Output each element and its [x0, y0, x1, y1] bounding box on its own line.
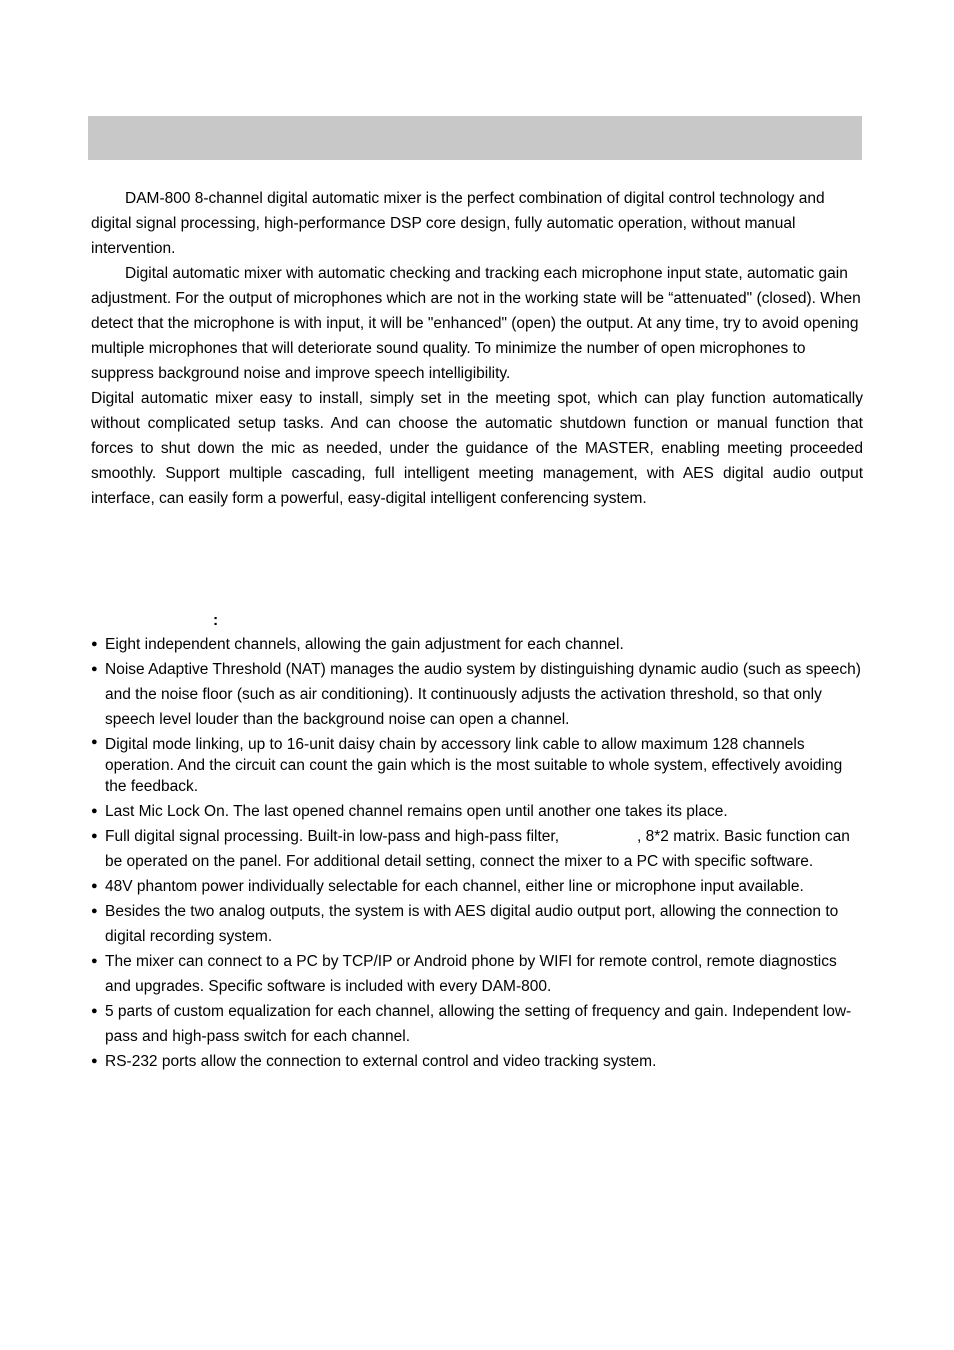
bullet-icon: ● — [91, 955, 98, 967]
bullet-icon: ● — [91, 805, 98, 817]
bullet-icon: ● — [91, 1055, 98, 1067]
intro-paragraph-3: Digital automatic mixer easy to install, simply set in the meeting spot, which can play function automatically without complicated setup tasks. And can choose the automatic shutdown function or manual function that forces to shut down the mic as needed, under the guidance of the MASTER, enabling meeting proceeded smoothly. Support multiple cascading, full intelligent meeting management, with AES digital audio output interface, can easily form a powerful, easy-digital intelligent conferencing system. — [91, 390, 863, 507]
section-header-bar — [88, 116, 862, 160]
feature-item: ● Full digital signal processing. Built-in low-pass and high-pass filter, , 8*2 matrix. Basic function can be operated on the panel. For additional detail setting, connect the mixer to a PC with specific software. — [91, 824, 865, 874]
bullet-icon: ● — [91, 880, 98, 892]
feature-item: ● The mixer can connect to a PC by TCP/IP or Android phone by WIFI for remote control, remote diagnostics and upgrades. Specific software is included with every DAM-800. — [91, 949, 865, 999]
features-list — [91, 632, 865, 1074]
feature-item: ● 5 parts of custom equalization for each channel, allowing the setting of frequency and gain. Independent low-pass and high-pass switch for each channel. — [91, 999, 865, 1049]
feature-item: ● 48V phantom power individually selectable for each channel, either line or microphone input available. — [91, 874, 865, 899]
bullet-icon: ● — [91, 663, 98, 675]
bullet-icon: ● — [91, 905, 98, 917]
features-section — [91, 632, 865, 1074]
feature-item: ● RS-232 ports allow the connection to external control and video tracking system. — [91, 1049, 865, 1074]
intro-section — [91, 186, 863, 511]
bullet-icon: ● — [91, 736, 98, 748]
intro-paragraph-2: Digital automatic mixer with automatic checking and tracking each microphone input state, automatic gain adjustment. For the output of microphones which are not in the working state will be “attenuated" (closed). When detect that the microphone is with input, it will be "enhanced" (open) the output. At any time, try to avoid opening multiple microphones that will deteriorate sound quality. To minimize the number of open microphones to suppress background noise and improve speech intelligibility. — [91, 265, 861, 382]
bullet-icon: ● — [91, 830, 98, 842]
feature-item: ● Last Mic Lock On. The last opened channel remains open until another one takes its place. — [91, 799, 865, 824]
feature-item: ● Eight independent channels, allowing the gain adjustment for each channel. — [91, 632, 865, 657]
bullet-icon: ● — [91, 638, 98, 650]
intro-paragraph-1: DAM-800 8-channel digital automatic mixer is the perfect combination of digital control technology and digital signal processing, high-performance DSP core design, fully automatic operation, without manual intervention. — [91, 190, 825, 257]
feature-item: ● Besides the two analog outputs, the system is with AES digital audio output port, allowing the connection to digital recording system. — [91, 899, 865, 949]
features-heading-colon: : — [213, 612, 219, 629]
bullet-icon: ● — [91, 1005, 98, 1017]
feature-item: ● Digital mode linking, up to 16-unit daisy chain by accessory link cable to allow maximum 128 channels operation. And the circuit can count the gain which is the most suitable to whole system, effectively avoiding the feedback. — [91, 732, 865, 799]
feature-item: ● Noise Adaptive Threshold (NAT) manages the audio system by distinguishing dynamic audio (such as speech) and the noise floor (such as air conditioning). It continuously adjusts the activation threshold, so that only speech level louder than the background noise can open a channel. — [91, 657, 865, 732]
